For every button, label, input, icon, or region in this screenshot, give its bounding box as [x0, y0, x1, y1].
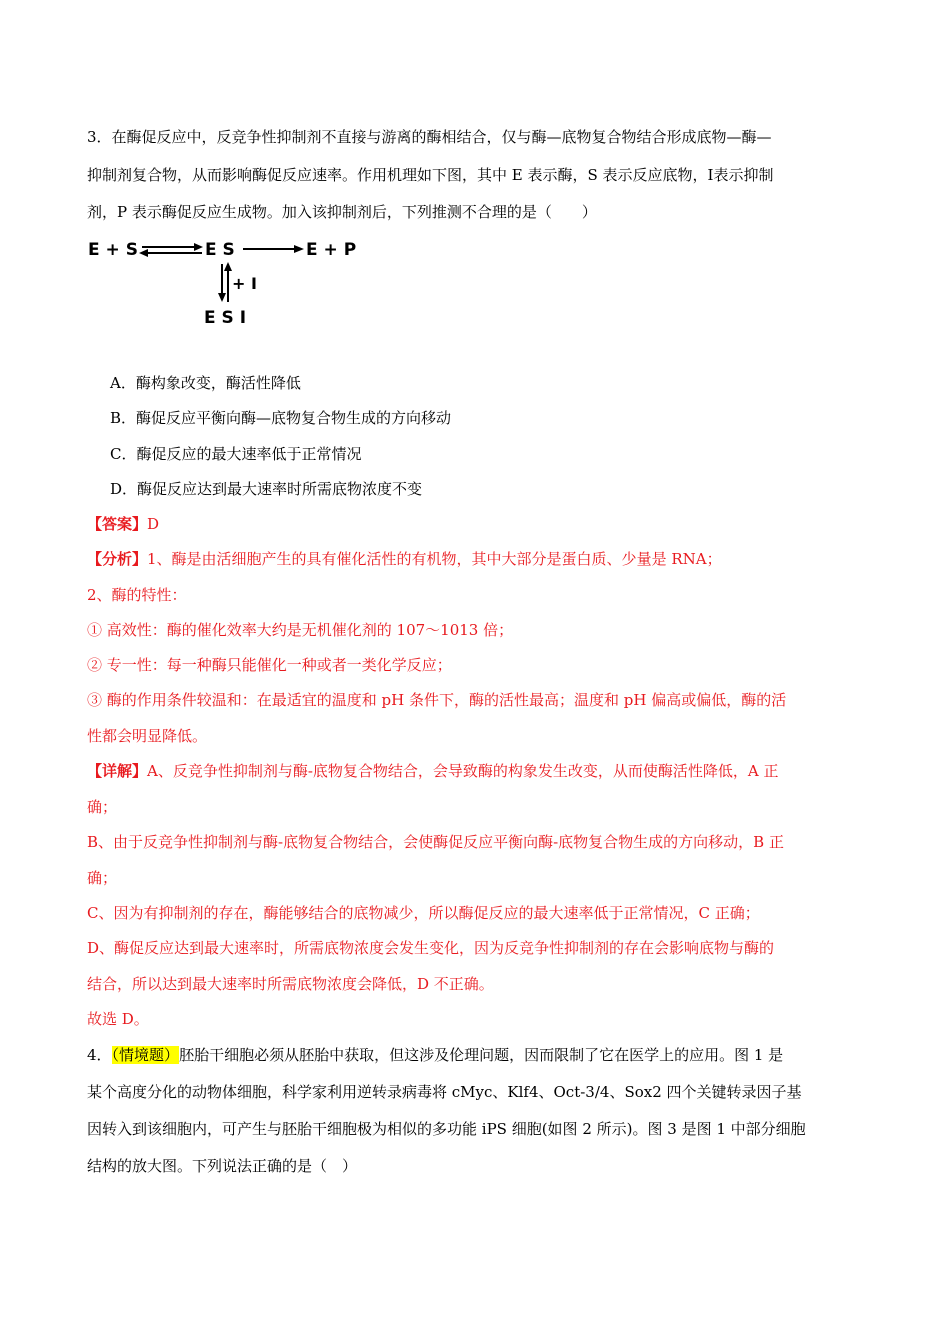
q4-first: 胚胎干细胞必须从胚胎中获取，但这涉及伦理问题，因而限制了它在医学上的应用。图 1 是: [179, 1046, 784, 1064]
q3-stem-line-3: 剂，P 表示酶促反应生成物。加入该抑制剂后，下列推测不合理的是（ ）: [87, 203, 597, 221]
reverse-arrowhead: [139, 249, 148, 257]
q3-detail-line-1: [87, 761, 877, 781]
q4-stem-line-3: 因转入到该细胞内，可产生与胚胎干细胞极为相似的多功能 iPS 细胞(如图 2 所示)。图 3 是图 1 中部分细胞: [87, 1120, 806, 1138]
q3-option-b: B．酶促反应平衡向酶—底物复合物生成的方向移动: [110, 409, 452, 427]
products-label: E + P: [306, 240, 357, 260]
analysis-tag: 【分析】: [87, 550, 148, 568]
q4-number: 4．: [87, 1046, 112, 1064]
q4-stem-line-2: 某个高度分化的动物体细胞，科学家利用逆转录病毒将 cMyc、Klf4、Oct-3/4、Sox2 四个关键转录因子基: [87, 1083, 802, 1101]
inhibitor-label: + I: [232, 274, 257, 293]
q3-detail-line-3: B、由于反竞争性抑制剂与酶-底物复合物结合，会使酶促反应平衡向酶-底物复合物生成的方向移动，B 正: [87, 833, 784, 851]
inhibitor-up-arrowhead: [224, 262, 232, 271]
q3-analysis-line-5: ③ 酶的作用条件较温和：在最适宜的温度和 pH 条件下，酶的活性最高；温度和 pH 偏高或偏低，酶的活: [87, 691, 787, 709]
detail-tag: 【详解】: [87, 762, 148, 780]
q3-detail-line-5: C、因为有抑制剂的存在，酶能够结合的底物减少，所以酶促反应的最大速率低于正常情况，C 正确；: [87, 904, 760, 922]
forward-arrowhead: [194, 243, 203, 251]
q3-analysis-line-3: ① 高效性：酶的催化效率大约是无机催化剂的 107～1013 倍；: [87, 621, 514, 639]
q4-stem-line-4: 结构的放大图。下列说法正确的是（ ）: [87, 1157, 358, 1175]
q3-answer: [87, 514, 877, 534]
q3-option-c: C．酶促反应的最大速率低于正常情况: [110, 445, 362, 463]
q3-option-a: A．酶构象改变，酶活性降低: [110, 374, 301, 392]
inhibitor-down-arrowhead: [218, 293, 226, 302]
q3-detail-line-4: 确；: [87, 869, 118, 887]
analysis-first: 1、酶是由活细胞产生的具有催化活性的有机物，其中大部分是蛋白质、少量是 RNA；: [147, 550, 722, 568]
product-arrowhead: [294, 245, 304, 253]
q3-stem-line-1: 3．在酶促反应中，反竞争性抑制剂不直接与游离的酶相结合，仅与酶—底物复合物结合形成底物—酶—: [87, 128, 772, 146]
q3-analysis-line-6: 性都会明显降低。: [87, 727, 208, 745]
detail-first: A、反竞争性抑制剂与酶-底物复合物结合，会导致酶的构象发生改变，从而使酶活性降低，A 正: [147, 762, 779, 780]
reaction-arrows: [0, 0, 950, 340]
q3-analysis-line-2: 2、酶的特性：: [87, 586, 187, 604]
complex-label: E S: [205, 240, 235, 260]
answer-tag: 【答案】: [87, 515, 148, 533]
q3-analysis-line-4: ② 专一性：每一种酶只能催化一种或者一类化学反应；: [87, 656, 452, 674]
q3-detail-line-6: D、酶促反应达到最大速率时，所需底物浓度会发生变化，因为反竞争性抑制剂的存在会影响底物与酶的: [87, 939, 775, 957]
answer-value: D: [147, 515, 160, 533]
reactants-label: E + S: [88, 240, 138, 260]
q4-stem-line-1: [87, 1045, 877, 1065]
q4-tag-highlight: （情境题）: [111, 1046, 180, 1064]
q3-analysis-line-1: [87, 549, 877, 569]
q3-detail-line-8: 故选 D。: [87, 1010, 149, 1028]
q3-option-d: D．酶促反应达到最大速率时所需底物浓度不变: [110, 480, 423, 498]
q3-detail-line-2: 确；: [87, 798, 118, 816]
q3-detail-line-7: 结合，所以达到最大速率时所需底物浓度会降低，D 不正确。: [87, 975, 494, 993]
q3-stem-line-2: 抑制剂复合物，从而影响酶促反应速率。作用机理如下图，其中 E 表示酶，S 表示反应底物，Ⅰ表示抑制: [87, 166, 774, 184]
esi-complex-label: E S I: [204, 308, 247, 328]
